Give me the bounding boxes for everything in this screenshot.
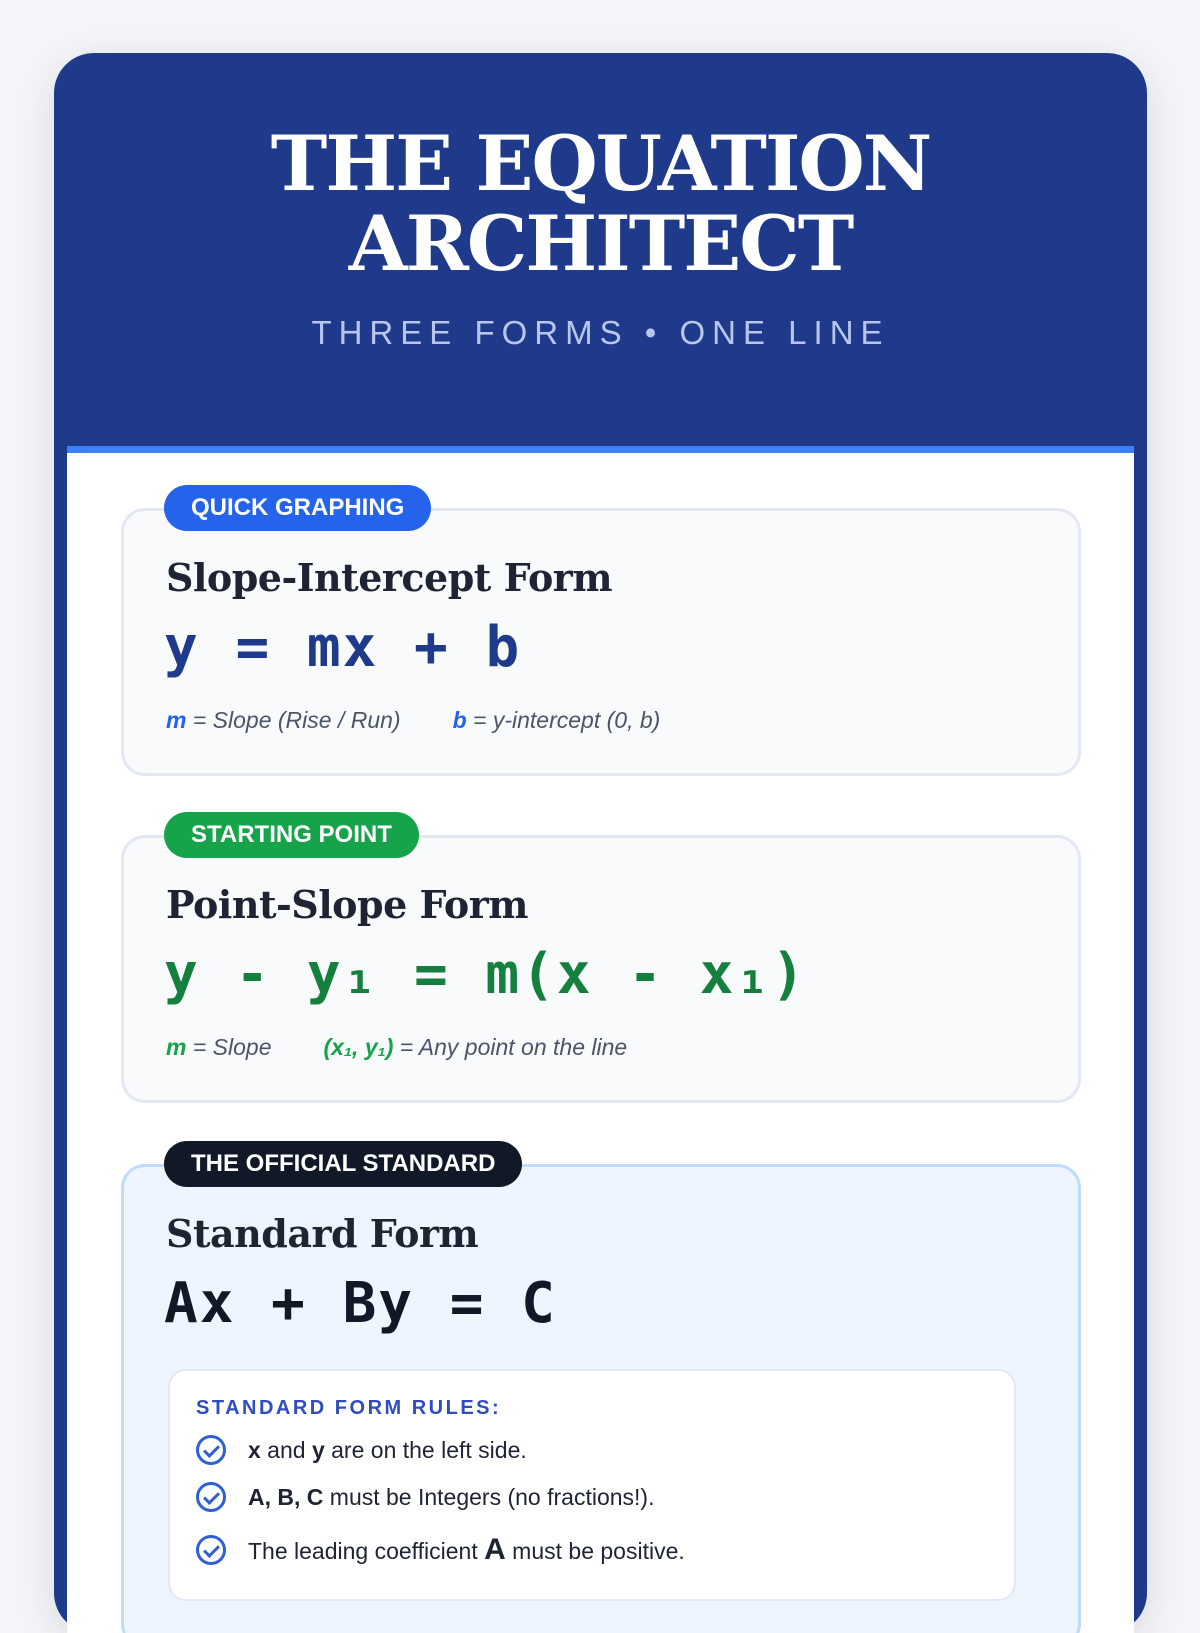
check-circle-icon xyxy=(196,1435,226,1465)
legend-text-b: = y-intercept (0, b) xyxy=(466,707,661,733)
check-circle-icon xyxy=(196,1482,226,1512)
point-slope-section xyxy=(121,821,1081,1103)
legend-text-m: = Slope (Rise / Run) xyxy=(186,707,401,733)
official-standard-badge: THE OFFICIAL STANDARD xyxy=(164,1141,522,1187)
poster-inner xyxy=(67,66,1134,1633)
slope-intercept-section xyxy=(121,494,1081,776)
page-subtitle: THREE FORMS • ONE LINE xyxy=(311,314,890,351)
standard-form-section xyxy=(121,1150,1081,1633)
rule-item-2: A, B, C must be Integers (no fractions!). xyxy=(196,1482,654,1512)
standard-form-title: Standard Form xyxy=(166,1211,479,1256)
page-title xyxy=(67,119,1134,288)
accent-divider xyxy=(67,446,1134,453)
legend-text-point: = Any point on the line xyxy=(393,1034,628,1060)
content-area xyxy=(67,453,1134,1633)
starting-point-badge: STARTING POINT xyxy=(164,812,419,858)
title-line-2: ARCHITECT xyxy=(348,199,853,288)
legend-term-m: m xyxy=(166,707,187,733)
title-line-1: THE EQUATION xyxy=(270,119,931,208)
slope-intercept-formula: y = mx + b xyxy=(164,615,522,680)
legend-term-point: (x₁, y₁) xyxy=(323,1034,394,1060)
legend-text-m: = Slope xyxy=(186,1034,272,1060)
rule-item-3: The leading coefficient A must be positive. xyxy=(196,1533,685,1567)
slope-intercept-title: Slope-Intercept Form xyxy=(166,555,613,600)
standard-form-rules-box xyxy=(168,1369,1016,1601)
point-slope-legend xyxy=(166,1034,627,1061)
standard-form-formula: Ax + By = C xyxy=(164,1271,557,1336)
point-slope-title: Point-Slope Form xyxy=(166,882,528,927)
poster-card xyxy=(54,53,1147,1633)
legend-term-m: m xyxy=(166,1034,187,1060)
quick-graphing-badge: QUICK GRAPHING xyxy=(164,485,431,531)
rules-title: STANDARD FORM RULES: xyxy=(196,1397,502,1419)
legend-term-b: b xyxy=(452,707,467,733)
check-circle-icon xyxy=(196,1535,226,1565)
header xyxy=(67,66,1134,446)
slope-intercept-legend xyxy=(166,707,660,734)
point-slope-formula: y - y₁ = m(x - x₁) xyxy=(164,942,807,1007)
rule-item-1: x and y are on the left side. xyxy=(196,1435,527,1465)
